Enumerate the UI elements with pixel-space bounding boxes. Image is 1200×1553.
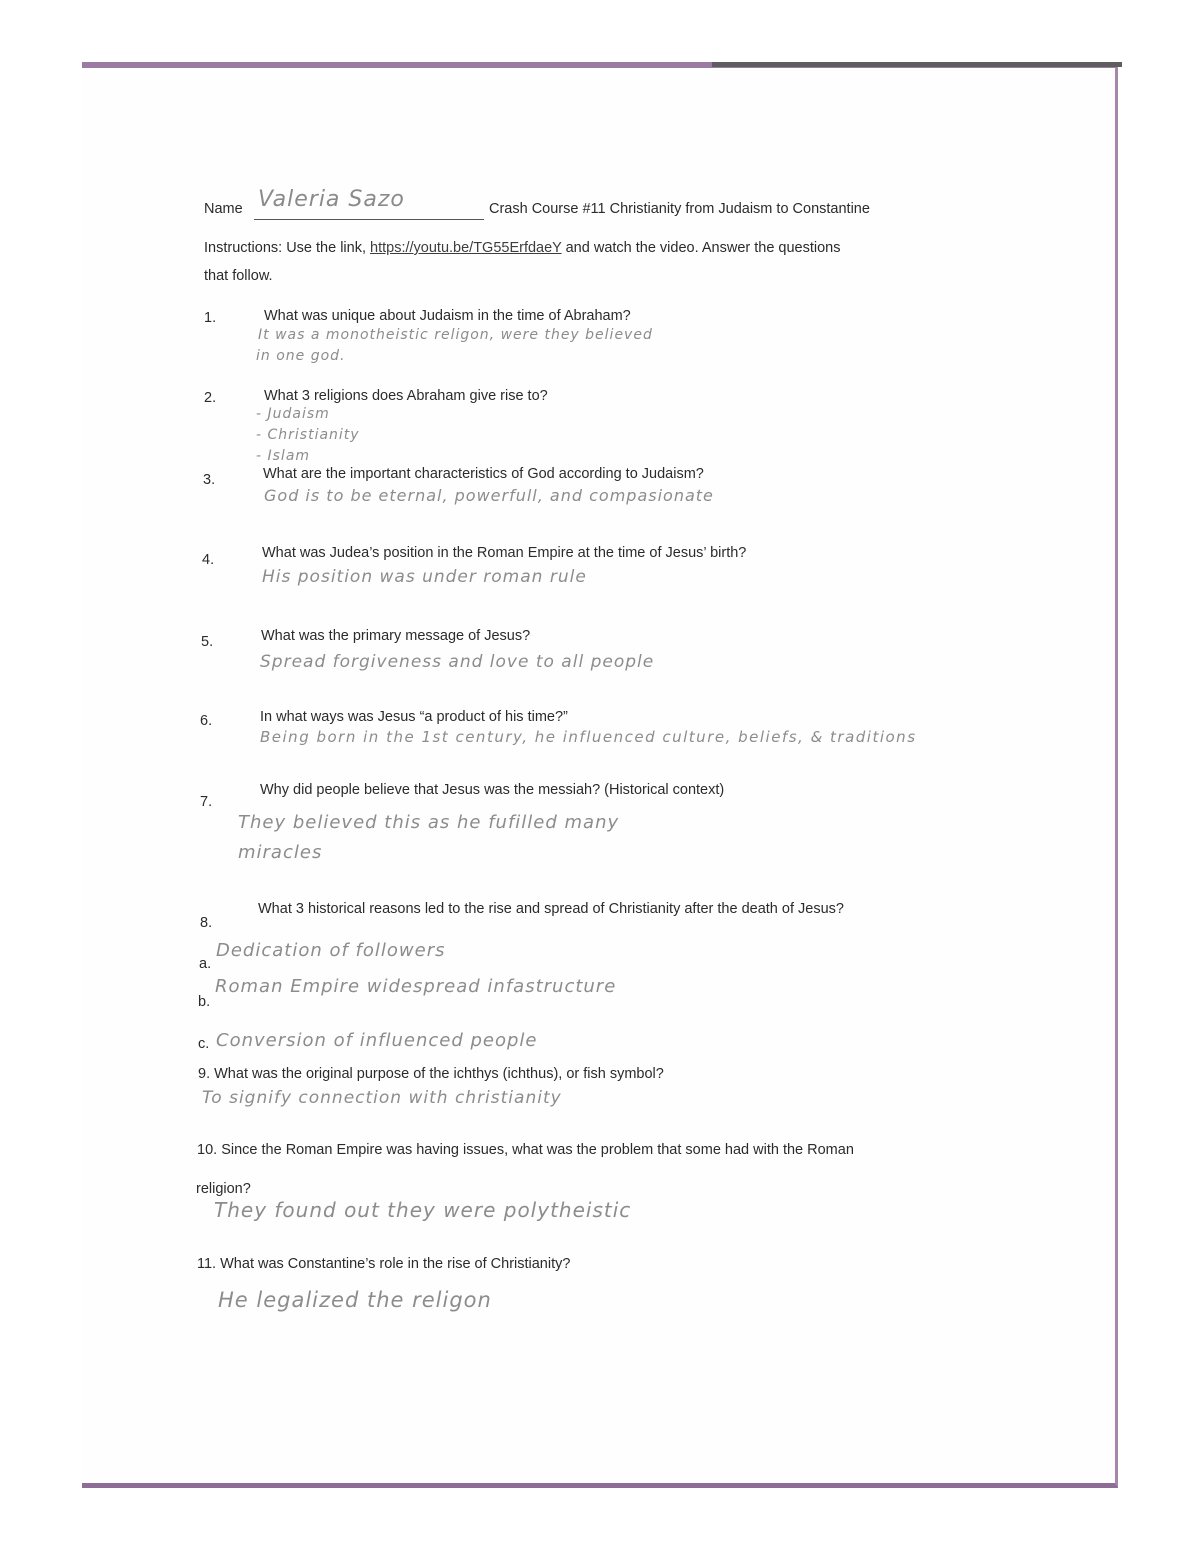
question-text: What was the original purpose of the ichthys (ichthus), or fish symbol? — [214, 1066, 664, 1082]
question-line — [198, 1066, 664, 1082]
instructions-suffix: and watch the video. Answer the questions — [561, 240, 841, 256]
question-text: What was Judea’s position in the Roman Empire at the time of Jesus’ birth? — [262, 545, 747, 561]
question-text: Since the Roman Empire was having issues, what was the problem that some had with the Roman — [221, 1142, 854, 1158]
sub-label: b. — [198, 994, 211, 1010]
answer-line: - Christianity — [256, 427, 360, 443]
question-text: What 3 religions does Abraham give rise to? — [264, 388, 548, 404]
answer-line: miracles — [238, 842, 323, 863]
instructions-prefix: Instructions: Use the link, — [204, 240, 371, 256]
instructions-line-2: that follow. — [204, 268, 273, 284]
instructions-line-1 — [204, 240, 841, 256]
question-number: 5. — [201, 634, 214, 650]
question-text: What are the important characteristics of God according to Judaism? — [263, 466, 704, 482]
sub-answer: Roman Empire widespread infastructure — [215, 976, 617, 997]
answer-line: in one god. — [256, 348, 346, 364]
question-number: 6. — [200, 713, 213, 729]
sub-answer: Conversion of influenced people — [216, 1030, 538, 1051]
question-number: 11. — [197, 1256, 217, 1272]
answer-line: God is to be eternal, powerfull, and compasionate — [264, 486, 714, 505]
answer-line: He legalized the religon — [218, 1288, 492, 1312]
sub-label: a. — [199, 956, 212, 972]
question-text: In what ways was Jesus “a product of his time?” — [260, 709, 568, 725]
question-text: Why did people believe that Jesus was the messiah? (Historical context) — [260, 782, 725, 798]
answer-line: Being born in the 1st century, he influenced culture, beliefs, & traditions — [260, 728, 917, 746]
question-text: What was unique about Judaism in the time of Abraham? — [264, 308, 631, 324]
scan-edge — [712, 62, 1122, 67]
answer-line: To signify connection with christianity — [202, 1088, 562, 1108]
name-label: Name — [204, 201, 243, 217]
question-number: 1. — [204, 310, 217, 326]
question-number: 10. — [197, 1142, 218, 1158]
answer-line: His position was under roman rule — [262, 567, 587, 587]
page-title: Crash Course #11 Christianity from Judaism to Constantine — [489, 201, 870, 217]
name-underline — [254, 219, 484, 220]
answer-line: - Islam — [256, 448, 311, 464]
question-number: 7. — [200, 794, 213, 810]
question-number: 3. — [203, 472, 216, 488]
answer-line: They found out they were polytheistic — [214, 1198, 632, 1222]
question-text: What 3 historical reasons led to the rise and spread of Christianity after the death of Jesus? — [258, 901, 844, 917]
answer-line: Spread forgiveness and love to all people — [260, 652, 655, 672]
answer-line: - Judaism — [256, 406, 330, 422]
question-number: 2. — [204, 390, 217, 406]
student-name: Valeria Sazo — [258, 187, 405, 212]
sub-answer: Dedication of followers — [216, 940, 446, 961]
video-link[interactable]: https://youtu.be/TG55ErfdaeY — [370, 240, 562, 256]
answer-line: They believed this as he fufilled many — [238, 812, 620, 833]
question-number: 9. — [198, 1066, 211, 1082]
question-text-continued: religion? — [196, 1181, 251, 1197]
question-line — [197, 1142, 854, 1158]
question-text: What was Constantine’s role in the rise of Christianity? — [220, 1256, 571, 1272]
question-line — [197, 1256, 570, 1272]
question-number: 4. — [202, 552, 215, 568]
sub-label: c. — [198, 1036, 210, 1052]
question-number: 8. — [200, 915, 213, 931]
answer-line: It was a monotheistic religon, were they believed — [258, 327, 653, 343]
question-text: What was the primary message of Jesus? — [261, 628, 531, 644]
